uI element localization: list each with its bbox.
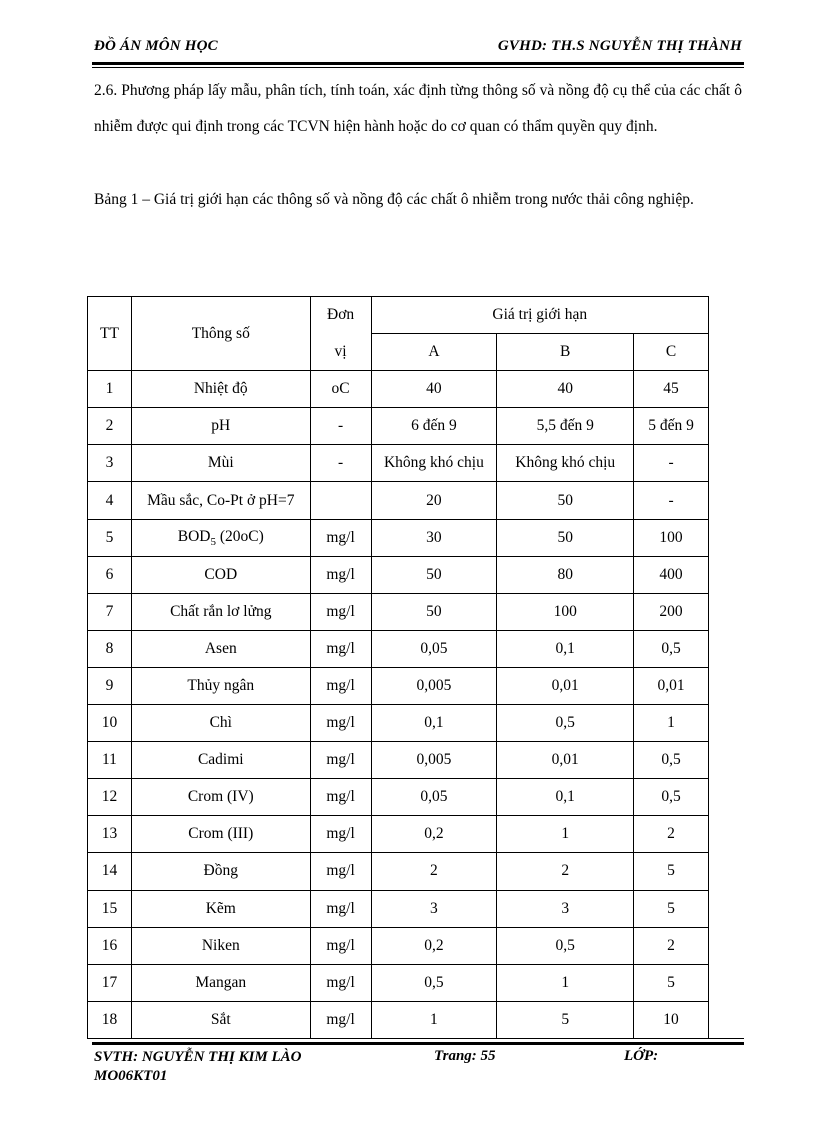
table-row: [88, 482, 709, 519]
cell-c: 200: [634, 593, 709, 630]
cell-unit: mg/l: [310, 667, 371, 704]
cell-parameter: Crom (IV): [131, 779, 310, 816]
page-number: Trang: 55: [434, 1048, 496, 1064]
header-c: C: [634, 334, 709, 371]
cell-c: 0,5: [634, 779, 709, 816]
cell-c: 0,01: [634, 667, 709, 704]
cell-unit: mg/l: [310, 890, 371, 927]
cell-c: 0,5: [634, 630, 709, 667]
table-row: [88, 779, 709, 816]
cell-a: 0,2: [371, 816, 497, 853]
cell-parameter: Nhiệt độ: [131, 371, 310, 408]
limits-table: [87, 296, 709, 1039]
cell-b: 1: [497, 964, 634, 1001]
cell-a: Không khó chịu: [371, 445, 497, 482]
table-row: [88, 593, 709, 630]
cell-a: 30: [371, 519, 497, 556]
cell-b: 0,1: [497, 630, 634, 667]
cell-tt: 2: [88, 408, 132, 445]
cell-a: 20: [371, 482, 497, 519]
cell-tt: 5: [88, 519, 132, 556]
cell-a: 1: [371, 1001, 497, 1038]
header-unit-line2: vị: [310, 334, 371, 371]
cell-b: 0,5: [497, 705, 634, 742]
table-row: [88, 742, 709, 779]
page-header: [94, 38, 742, 62]
cell-c: 2: [634, 927, 709, 964]
table-row: [88, 630, 709, 667]
cell-tt: 10: [88, 705, 132, 742]
cell-tt: 12: [88, 779, 132, 816]
cell-parameter: Mangan: [131, 964, 310, 1001]
cell-unit: mg/l: [310, 630, 371, 667]
table-row: [88, 964, 709, 1001]
page-footer: [94, 1048, 742, 1098]
cell-b: 2: [497, 853, 634, 890]
footer-rule-thin: [92, 1038, 744, 1039]
cell-c: 1: [634, 705, 709, 742]
table-row: [88, 445, 709, 482]
cell-c: 5: [634, 964, 709, 1001]
table-row: [88, 1001, 709, 1038]
cell-tt: 11: [88, 742, 132, 779]
table-row: [88, 408, 709, 445]
table-row: [88, 556, 709, 593]
parameter-subscript: 5: [210, 535, 216, 548]
cell-parameter: Asen: [131, 630, 310, 667]
cell-b: 80: [497, 556, 634, 593]
cell-parameter: Mầu sắc, Co-Pt ở pH=7: [131, 482, 310, 519]
cell-b: 0,5: [497, 927, 634, 964]
cell-parameter: pH: [131, 408, 310, 445]
student-info: SVTH: NGUYỄN THỊ KIM LÀO MO06KT01: [94, 1049, 302, 1084]
cell-unit: oC: [310, 371, 371, 408]
header-b: B: [497, 334, 634, 371]
header-rule-thin: [92, 67, 744, 68]
cell-tt: 15: [88, 890, 132, 927]
table-row: [88, 853, 709, 890]
cell-tt: 17: [88, 964, 132, 1001]
cell-unit: mg/l: [310, 1001, 371, 1038]
cell-parameter: Đồng: [131, 853, 310, 890]
cell-tt: 9: [88, 667, 132, 704]
cell-tt: 4: [88, 482, 132, 519]
cell-a: 0,2: [371, 927, 497, 964]
cell-b: 40: [497, 371, 634, 408]
cell-parameter: Crom (III): [131, 816, 310, 853]
cell-unit: [310, 482, 371, 519]
cell-a: 3: [371, 890, 497, 927]
cell-b: 3: [497, 890, 634, 927]
cell-b: 0,01: [497, 667, 634, 704]
cell-c: 0,5: [634, 742, 709, 779]
cell-a: 0,005: [371, 742, 497, 779]
cell-a: 50: [371, 593, 497, 630]
header-a: A: [371, 334, 497, 371]
supervisor-name: GVHD: TH.S NGUYỄN THỊ THÀNH: [497, 38, 742, 54]
class-label: LỚP:: [624, 1048, 659, 1064]
cell-c: 10: [634, 1001, 709, 1038]
cell-b: 50: [497, 519, 634, 556]
cell-unit: mg/l: [310, 927, 371, 964]
table-row: [88, 667, 709, 704]
table-row: [88, 371, 709, 408]
table-body: [88, 371, 709, 1039]
cell-unit: mg/l: [310, 816, 371, 853]
cell-unit: -: [310, 445, 371, 482]
table-row: [88, 816, 709, 853]
cell-b: 0,1: [497, 779, 634, 816]
cell-c: -: [634, 445, 709, 482]
cell-unit: mg/l: [310, 742, 371, 779]
cell-c: 100: [634, 519, 709, 556]
cell-a: 6 đến 9: [371, 408, 497, 445]
cell-unit: mg/l: [310, 519, 371, 556]
cell-b: 1: [497, 816, 634, 853]
cell-a: 40: [371, 371, 497, 408]
header-tt: TT: [88, 297, 132, 371]
cell-unit: mg/l: [310, 964, 371, 1001]
cell-c: 400: [634, 556, 709, 593]
cell-b: 100: [497, 593, 634, 630]
cell-tt: 3: [88, 445, 132, 482]
table-row: [88, 890, 709, 927]
cell-parameter: [131, 519, 310, 556]
cell-b: 5,5 đến 9: [497, 408, 634, 445]
header-limit: Giá trị giới hạn: [371, 297, 708, 334]
cell-tt: 6: [88, 556, 132, 593]
cell-a: 0,05: [371, 779, 497, 816]
table-header-row: [88, 297, 709, 334]
cell-parameter: COD: [131, 556, 310, 593]
header-unit-line1: Đơn: [310, 297, 371, 334]
header-parameter: Thông số: [131, 297, 310, 371]
cell-c: -: [634, 482, 709, 519]
cell-a: 0,5: [371, 964, 497, 1001]
cell-tt: 16: [88, 927, 132, 964]
cell-b: 5: [497, 1001, 634, 1038]
cell-b: Không khó chịu: [497, 445, 634, 482]
parameter-main: BOD: [177, 527, 211, 545]
cell-tt: 14: [88, 853, 132, 890]
cell-b: 50: [497, 482, 634, 519]
cell-a: 0,05: [371, 630, 497, 667]
parameter-tail: (20oC): [215, 527, 264, 545]
cell-a: 0,1: [371, 705, 497, 742]
cell-c: 5: [634, 890, 709, 927]
cell-c: 5: [634, 853, 709, 890]
table-row: [88, 927, 709, 964]
cell-a: 50: [371, 556, 497, 593]
cell-tt: 13: [88, 816, 132, 853]
header-rule-thick: [92, 62, 744, 65]
cell-parameter: Cadimi: [131, 742, 310, 779]
cell-tt: 18: [88, 1001, 132, 1038]
table-caption: Bảng 1 – Giá trị giới hạn các thông số và nồng độ các chất ô nhiễm trong nước thải công nghiệp.: [94, 191, 694, 208]
cell-unit: mg/l: [310, 705, 371, 742]
cell-parameter: Niken: [131, 927, 310, 964]
cell-unit: -: [310, 408, 371, 445]
cell-parameter: Mùi: [131, 445, 310, 482]
cell-unit: mg/l: [310, 593, 371, 630]
cell-unit: mg/l: [310, 556, 371, 593]
cell-c: 2: [634, 816, 709, 853]
table-row: [88, 519, 709, 556]
cell-unit: mg/l: [310, 853, 371, 890]
cell-parameter: Sắt: [131, 1001, 310, 1038]
cell-unit: mg/l: [310, 779, 371, 816]
footer-rule-thick: [92, 1042, 744, 1045]
cell-c: 5 đến 9: [634, 408, 709, 445]
cell-a: 0,005: [371, 667, 497, 704]
cell-tt: 7: [88, 593, 132, 630]
cell-tt: 1: [88, 371, 132, 408]
section-paragraph: 2.6. Phương pháp lấy mẫu, phân tích, tính toán, xác định từng thông số và nồng độ cụ thể của các chất ô nhiễm được qui định trong các TCVN hiện hành hoặc do cơ quan có thẩm quyền quy định.: [94, 82, 742, 135]
table-row: [88, 705, 709, 742]
cell-parameter: Kẽm: [131, 890, 310, 927]
cell-parameter: Chì: [131, 705, 310, 742]
cell-c: 45: [634, 371, 709, 408]
cell-a: 2: [371, 853, 497, 890]
cell-b: 0,01: [497, 742, 634, 779]
cell-parameter: Thủy ngân: [131, 667, 310, 704]
course-title: ĐỒ ÁN MÔN HỌC: [94, 38, 218, 54]
cell-tt: 8: [88, 630, 132, 667]
cell-parameter: Chất rắn lơ lửng: [131, 593, 310, 630]
